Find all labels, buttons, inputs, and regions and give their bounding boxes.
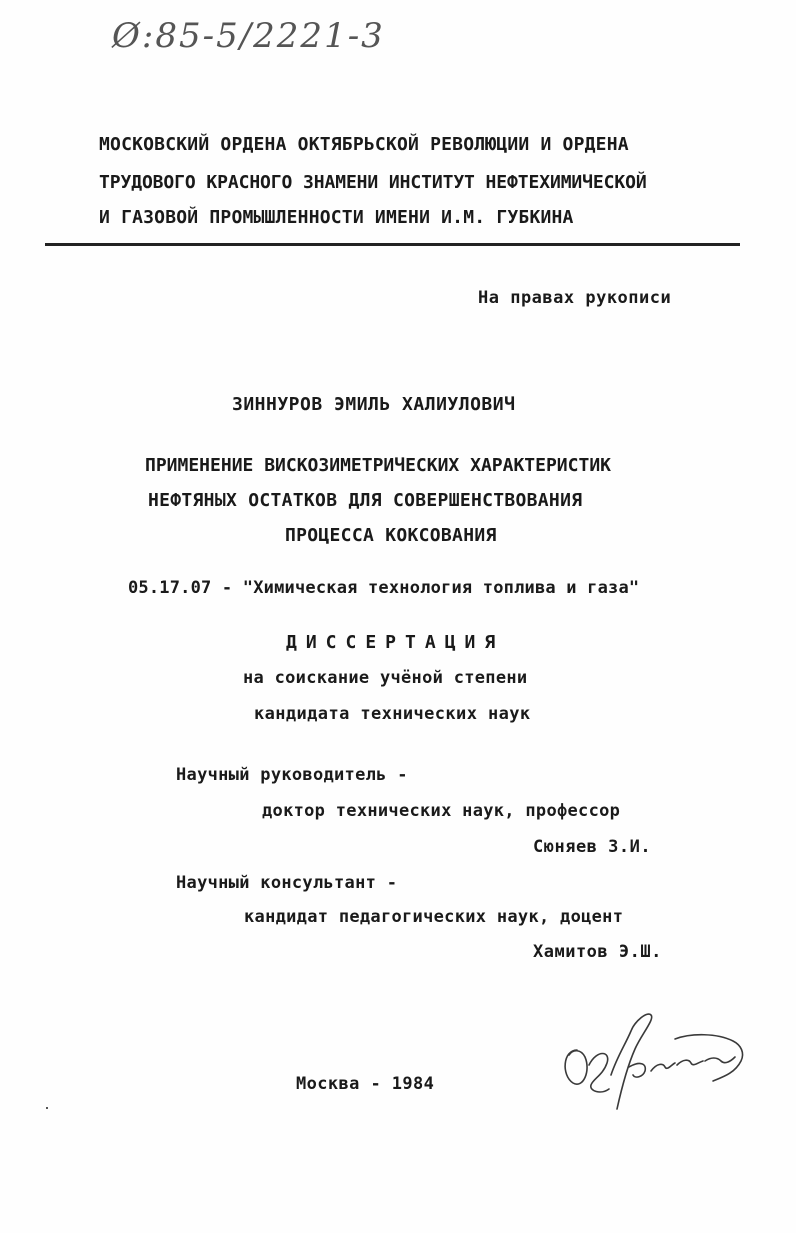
consultant-role: Научный консультант - bbox=[176, 873, 398, 893]
stray-mark bbox=[46, 1107, 48, 1109]
institution-line-1: МОСКОВСКИЙ ОРДЕНА ОКТЯБРЬСКОЙ РЕВОЛЮЦИИ И ОРДЕНА bbox=[99, 134, 629, 155]
supervisor-credentials: доктор технических наук, профессор bbox=[262, 801, 621, 821]
specialty-code: 05.17.07 - "Химическая технология топлива и газа" bbox=[128, 578, 640, 598]
supervisor-name: Сюняев З.И. bbox=[533, 837, 652, 857]
manuscript-rights: На правах рукописи bbox=[478, 288, 672, 308]
supervisor-role: Научный руководитель - bbox=[176, 765, 408, 785]
institution-line-2: ТРУДОВОГО КРАСНОГО ЗНАМЕНИ ИНСТИТУТ НЕФТЕХИМИЧЕСКОЙ bbox=[99, 172, 647, 193]
consultant-name: Хамитов Э.Ш. bbox=[533, 942, 662, 962]
title-line-2: НЕФТЯНЫХ ОСТАТКОВ ДЛЯ СОВЕРШЕНСТВОВАНИЯ bbox=[148, 490, 583, 511]
degree-line-1: на соискание учёной степени bbox=[243, 668, 528, 688]
title-line-1: ПРИМЕНЕНИЕ ВИСКОЗИМЕТРИЧЕСКИХ ХАРАКТЕРИСТИК bbox=[145, 455, 611, 476]
archive-mark: Ø:85-5/2221-3 bbox=[112, 16, 385, 56]
institution-line-3: И ГАЗОВОЙ ПРОМЫШЛЕННОСТИ ИМЕНИ И.М. ГУБКИНА bbox=[99, 207, 574, 228]
title-line-3: ПРОЦЕССА КОКСОВАНИЯ bbox=[285, 525, 497, 546]
degree-line-2: кандидата технических наук bbox=[254, 704, 531, 724]
place-year: Москва - 1984 bbox=[296, 1074, 435, 1094]
header-divider bbox=[45, 243, 740, 246]
work-type: ДИССЕРТАЦИЯ bbox=[286, 632, 505, 653]
author-name: ЗИННУРОВ ЭМИЛЬ ХАЛИУЛОВИЧ bbox=[232, 394, 516, 415]
consultant-credentials: кандидат педагогических наук, доцент bbox=[244, 907, 624, 927]
signature bbox=[555, 1005, 755, 1120]
